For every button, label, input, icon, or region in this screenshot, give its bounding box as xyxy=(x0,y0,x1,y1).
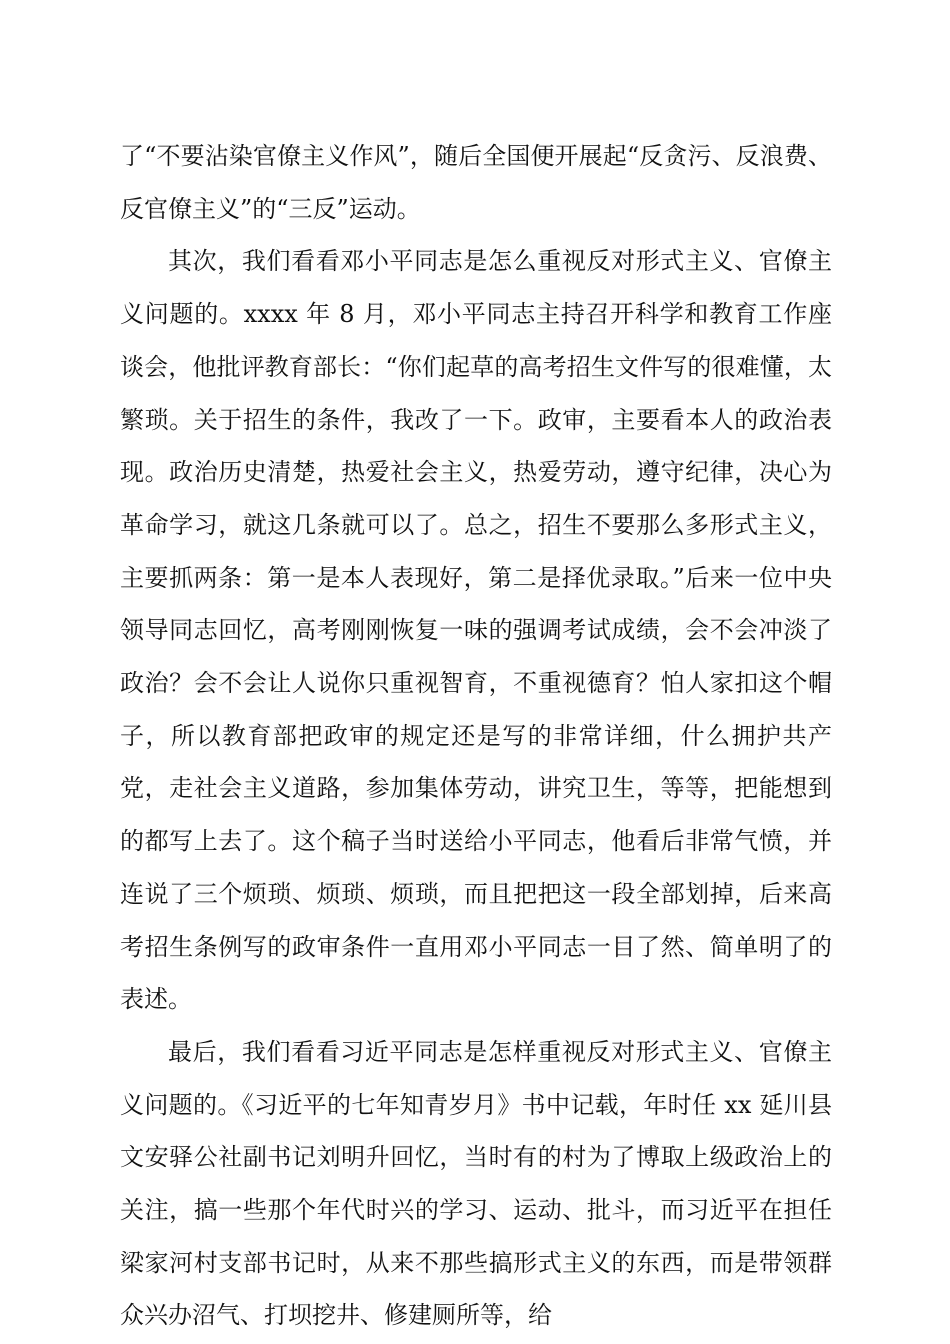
paragraph-deng-xiaoping: 其次，我们看看邓小平同志是怎么重视反对形式主义、官僚主义问题的。xxxx 年 8 月，邓小平同志主持召开科学和教育工作座谈会，他批评教育部长：“你们起草的高考招生文件写的很难懂，太繁琐。关于招生的条件，我改了一下。政审，主要看本人的政治表现。政治历史清楚，热爱社会主义，热爱劳动，遵守纪律，决心为革命学习，就这几条就可以了。总之，招生不要那么多形式主义，主要抓两条：第一是本人表现好，第二是择优录取。”后来一位中央领导同志回忆，高考刚刚恢复一味的强调考试成绩，会不会冲淡了政治？会不会让人说你只重视智育，不重视德育？怕人家扣这个帽子，所以教育部把政审的规定还是写的非常详细，什么拥护共产党，走社会主义道路，参加集体劳动，讲究卫生，等等，把能想到的都写上去了。这个稿子当时送给小平同志，他看后非常气愤，并连说了三个烦琐、烦琐、烦琐，而且把把这一段全部划掉，后来高考招生条例写的政审条件一直用邓小平同志一目了然、简单明了的表述。 xyxy=(120,247,832,1014)
paragraph-xi-jinping: 最后，我们看看习近平同志是怎样重视反对形式主义、官僚主义问题的。《习近平的七年知青岁月》书中记载，年时任 xx 延川县文安驿公社副书记刘明升回忆，当时有的村为了博取上级政治上的关注，搞一些那个年代时兴的学习、运动、批斗，而习近平在担任梁家河村支部书记时，从来不那些搞形式主义的东西，而是带领群众兴办沼气、打坝挖井、修建厕所等，给 xyxy=(120,1037,832,1330)
body-text xyxy=(120,130,832,1342)
paragraph-continuation: 了“不要沾染官僚主义作风”，随后全国便开展起“反贪污、反浪费、反官僚主义”的“三反”运动。 xyxy=(120,142,832,223)
